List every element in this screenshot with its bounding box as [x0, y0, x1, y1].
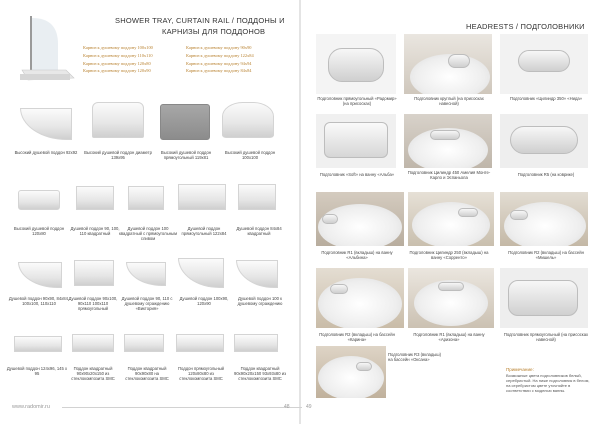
rail-links-col1	[83, 44, 153, 75]
tray-image	[74, 260, 114, 286]
tray-image	[222, 102, 274, 138]
tray-caption: Поддон квадратный 90х90х20х150 из стеклокомпозита SMC	[71, 366, 115, 381]
rail-link[interactable]: Карниз к душевому поддону 122х84	[186, 52, 254, 58]
tray-caption: Душевой поддон 100 квадратный с прямоугольным сливом	[119, 226, 177, 241]
tray-image	[18, 190, 60, 210]
tray-image	[76, 186, 114, 210]
tray-caption: Высокий душевой поддон 120х80	[13, 226, 65, 236]
tray-caption: Душевой поддон прямоугольный 122х84	[181, 226, 227, 236]
tray-caption: Душевой поддон 90, 110 с душевому ограждению «Виктория»	[121, 296, 173, 311]
tray-caption: Душевой поддон 100 к душевому ограждению	[237, 296, 283, 306]
tray-caption: Душевой поддон 90х100, 90х110 100х110 прямоугольный	[68, 296, 118, 311]
note-title: Примечание:	[506, 367, 534, 372]
tray-image	[20, 108, 72, 140]
headrest-image	[500, 192, 588, 246]
tray-image	[72, 334, 114, 352]
headrest-caption: Подголовник Цилиндр 250 (вкладыш) на ванну «Сорренто»	[409, 250, 489, 260]
tray-caption: Поддон квадратный 90х90х80 на стеклокомпозита SMC	[125, 366, 169, 381]
tray-image	[18, 262, 62, 288]
tray-image	[176, 334, 224, 352]
headrest-caption: Подголовник Цилиндр 450 Амелия Монте-Карло и Эспаньола	[407, 170, 491, 180]
headrest-image	[408, 192, 494, 246]
headrest-image	[500, 114, 588, 168]
headrest-caption: Подголовник «Цилиндр 350» «Нида»	[509, 96, 583, 101]
tray-image	[126, 262, 166, 286]
headrest-image	[408, 268, 494, 328]
tray-caption: Высокий душевой поддон 92х92	[14, 150, 78, 155]
left-page-title-line2: КАРНИЗЫ ДЛЯ ПОДДОНОВ	[162, 27, 266, 36]
headrest-image	[500, 268, 588, 328]
right-page	[300, 0, 600, 424]
tray-image	[178, 184, 226, 210]
rail-link[interactable]: Карниз к душевому поддону 94х94	[186, 60, 252, 66]
headrest-image	[316, 346, 386, 398]
tray-image	[236, 260, 278, 288]
headrest-image	[404, 34, 492, 94]
tray-caption: Высокий душевой поддон прямоугольный 119х81	[160, 150, 212, 160]
rail-link[interactable]: Карниз к душевому поддону 84х84	[186, 68, 252, 74]
tray-caption: Высокий душевой поддон 100х100	[224, 150, 276, 160]
page-number: 49	[306, 404, 312, 410]
rail-link[interactable]: Карниз к душевому поддону 120х90	[83, 68, 151, 74]
rail-links-col2	[186, 44, 254, 75]
tray-caption: Поддон квадратный 90х90х20х150 93х93х80 из стеклокомпозита SMC	[234, 366, 286, 381]
left-page-title-line1: SHOWER TRAY, CURTAIN RAIL / ПОДДОНЫ И	[115, 16, 285, 25]
page-number: 48	[284, 404, 290, 410]
rail-link[interactable]: Карниз к душевому поддону 100х100	[83, 45, 153, 50]
shower-cabin-image	[18, 14, 78, 84]
headrest-caption: Подголовник R5 (на коврике)	[517, 172, 575, 177]
tray-caption: Поддон прямоугольный 120х80х80 из стеклокомпозита SMC	[178, 366, 224, 381]
headrest-image	[316, 268, 404, 328]
headrest-caption: Подголовник круглый (на присосках навесной)	[414, 96, 484, 106]
tray-caption: Душевой поддон 100х90, 120х90	[179, 296, 229, 306]
headrest-image	[500, 34, 588, 94]
headrest-caption: Подголовник «Soft» на ванну «Альба»	[319, 172, 395, 177]
headrest-caption: Подголовник R2 (вкладыш) на бассейн «Карина»	[319, 332, 395, 342]
tray-image	[160, 104, 210, 140]
headrest-image	[316, 114, 396, 168]
rail-link[interactable]: Карниз к душевому поддону 120х80	[83, 60, 151, 66]
tray-caption: Высокий душевой поддон диаметр 139х95	[84, 150, 152, 160]
tray-image	[128, 186, 164, 210]
tray-image	[178, 258, 224, 288]
headrest-image	[316, 192, 404, 246]
tray-caption: Душевой поддон 90, 100, 110 квадратный	[70, 226, 120, 236]
headrest-image	[404, 114, 492, 168]
rail-link[interactable]: Карниз к душевому поддону 110х110	[83, 52, 153, 58]
headrest-image	[316, 34, 396, 94]
footer-line	[62, 407, 302, 408]
tray-image	[124, 334, 164, 352]
tray-caption: Душевой поддон 90х90, 84х84, 100х100, 110х110	[8, 296, 70, 306]
tray-image	[92, 102, 144, 138]
headrest-caption: Подголовник прямоугольный «Радомир» (на присосках)	[317, 96, 397, 106]
headrest-caption: Подголовник R3 (вкладыш) на бассейн «Оксана»	[388, 352, 442, 362]
tray-caption: Душевой поддон 124х96, 145 х 95	[6, 366, 68, 376]
tray-caption: Душевой поддон 84х84 квадратный	[236, 226, 282, 236]
tray-image	[234, 334, 278, 352]
note-text: Возможные цвета подголовников белый, серебристый. На ниже подголовник в белом, на серебристом цвете уточняйте в соответствии с моделью ванны.	[506, 373, 590, 393]
website-link[interactable]: www.radomir.ru	[12, 404, 50, 410]
tray-image	[14, 336, 62, 352]
tray-image	[238, 184, 276, 210]
headrest-caption: Подголовник прямоугольный (на присосках навесной)	[503, 332, 589, 342]
right-page-title: HEADRESTS / ПОДГОЛОВНИКИ	[466, 22, 585, 31]
headrest-caption: Подголовник R1 (вкладыш) на ванну «Аризона»	[413, 332, 485, 342]
headrest-caption: Подголовник R2 (вкладыш) на бассейн «Мишель»	[508, 250, 584, 260]
headrest-caption: Подголовник R1 (вкладыш) на ванну «Альбина»	[321, 250, 393, 260]
rail-link[interactable]: Карниз к душевому поддону 90х90	[186, 45, 252, 50]
